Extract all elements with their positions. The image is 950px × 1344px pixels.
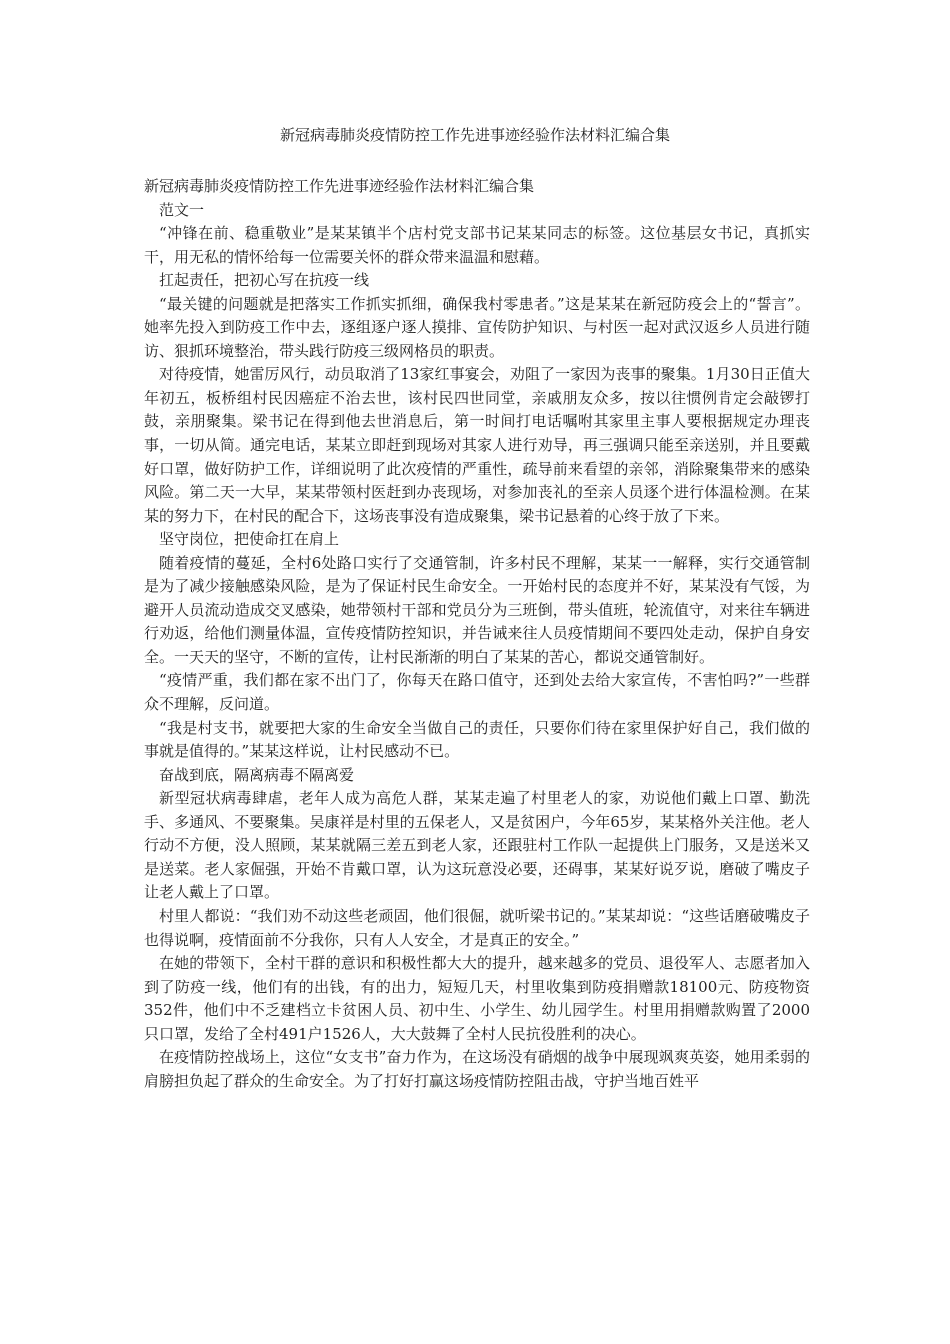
section-heading: 奋战到底，隔离病毒不隔离爱 — [159, 765, 355, 784]
document-subtitle: 新冠病毒肺炎疫情防控工作先进事迹经验作法材料汇编合集 — [144, 177, 535, 195]
paragraph: 在疫情防控战场上，这位“女支书”奋力作为，在这场没有硝烟的战争中展现飒爽英姿，她用柔弱的肩膀担负起了群众的生命安全。为了打好打赢这场疫情防控阻击战，守护当地百姓平 — [144, 1048, 810, 1090]
paragraph: “冲锋在前、稳重敬业”是某某镇半个店村党支部书记某某同志的标签。这位基层女书记，真抓实干，用无私的情怀给每一位需要关怀的群众带来温温和慰藉。 — [144, 224, 810, 266]
section-heading: 坚守岗位，把使命扛在肩上 — [159, 530, 340, 549]
document-title: 新冠病毒肺炎疫情防控工作先进事迹经验作法材料汇编合集 — [279, 126, 670, 144]
document-body — [144, 175, 810, 1093]
section-heading: 扛起责任，把初心写在抗疫一线 — [159, 271, 370, 290]
paragraph: 对待疫情，她雷厉风行，动员取消了13家红事宴会，劝阻了一家因为丧事的聚集。1月30日正值大年初五，板桥组村民因癌症不治去世，该村民四世同堂，亲戚朋友众多，按以往惯例肯定会敲锣打鼓，亲朋聚集。梁书记在得到他去世消息后，第一时间打电话嘱咐其家里主事人要根据规定办理丧事，一切从简。通完电话，某某立即赶到现场对其家人进行劝导，再三强调只能至亲送别，并且要戴好口罩，做好防护工作，详细说明了此次疫情的严重性，疏导前来看望的亲邻，消除聚集带来的感染风险。第二天一大早，某某带领村医赶到办丧现场，对参加丧礼的至亲人员逐个进行体温检测。在某某的努力下，在村民的配合下，这场丧事没有造成聚集，梁书记悬着的心终于放了下来。 — [144, 365, 810, 525]
paragraph: “我是村支书，就要把大家的生命安全当做自己的责任，只要你们待在家里保护好自己，我们做的事就是值得的。”某某这样说，让村民感动不已。 — [144, 718, 810, 761]
paragraph: 村里人都说：“我们劝不动这些老顽固，他们很倔，就听梁书记的。”某某却说：“这些话磨破嘴皮子也得说啊，疫情面前不分我你，只有人人安全，才是真正的安全。” — [144, 906, 810, 949]
section-label: 范文一 — [159, 200, 205, 219]
paragraph: 在她的带领下，全村干群的意识和积极性都大大的提升，越来越多的党员、退役军人、志愿者加入到了防疫一线，他们有的出钱，有的出力，短短几天，村里收集到防疫捐赠款18100元、防疫物资352件，他们中不乏建档立卡贫困人员、初中生、小学生、幼儿园学生。村里用捐赠款购置了2000只口罩，发给了全村491户1526人，大大鼓舞了全村人民抗役胜利的决心。 — [144, 954, 810, 1043]
paragraph: “疫情严重，我们都在家不出门了，你每天在路口值守，还到处去给大家宣传，不害怕吗?”一些群众不理解，反问道。 — [144, 671, 810, 714]
paragraph: 新型冠状病毒肆虐，老年人成为高危人群，某某走遍了村里老人的家，劝说他们戴上口罩、勤洗手、多通风、不要聚集。吴康祥是村里的五保老人，又是贫困户，今年65岁，某某格外关注他。老人行动不方便，没人照顾，某某就隔三差五到老人家，还跟驻村工作队一起提供上门服务，又是送米又是送菜。老人家倔强，开始不肯戴口罩，认为这玩意没必要，还碍事，某某好说歹说，磨破了嘴皮子让老人戴上了口罩。 — [144, 789, 810, 902]
paragraph: “最关键的问题就是把落实工作抓实抓细，确保我村零患者。”这是某某在新冠防疫会上的“誓言”。她率先投入到防疫工作中去，逐组逐户逐人摸排、宣传防护知识、与村医一起对武汉返乡人员进行随访、狠抓环境整治，带头践行防疫三级网格员的职责。 — [144, 294, 810, 360]
paragraph: 随着疫情的蔓延，全村6处路口实行了交通管制，许多村民不理解，某某一一解释，实行交通管制是为了减少接触感染风险，是为了保证村民生命安全。一开始村民的态度并不好，某某没有气馁，为避开人员流动造成交叉感染，她带领村干部和党员分为三班倒，带头值班，轮流值守，对来往车辆进行劝返，给他们测量体温，宣传疫情防控知识，并告诫来往人员疫情期间不要四处走动，保护自身安全。一天天的坚守，不断的宣传，让村民渐渐的明白了某某的苦心，都说交通管制好。 — [144, 553, 810, 666]
